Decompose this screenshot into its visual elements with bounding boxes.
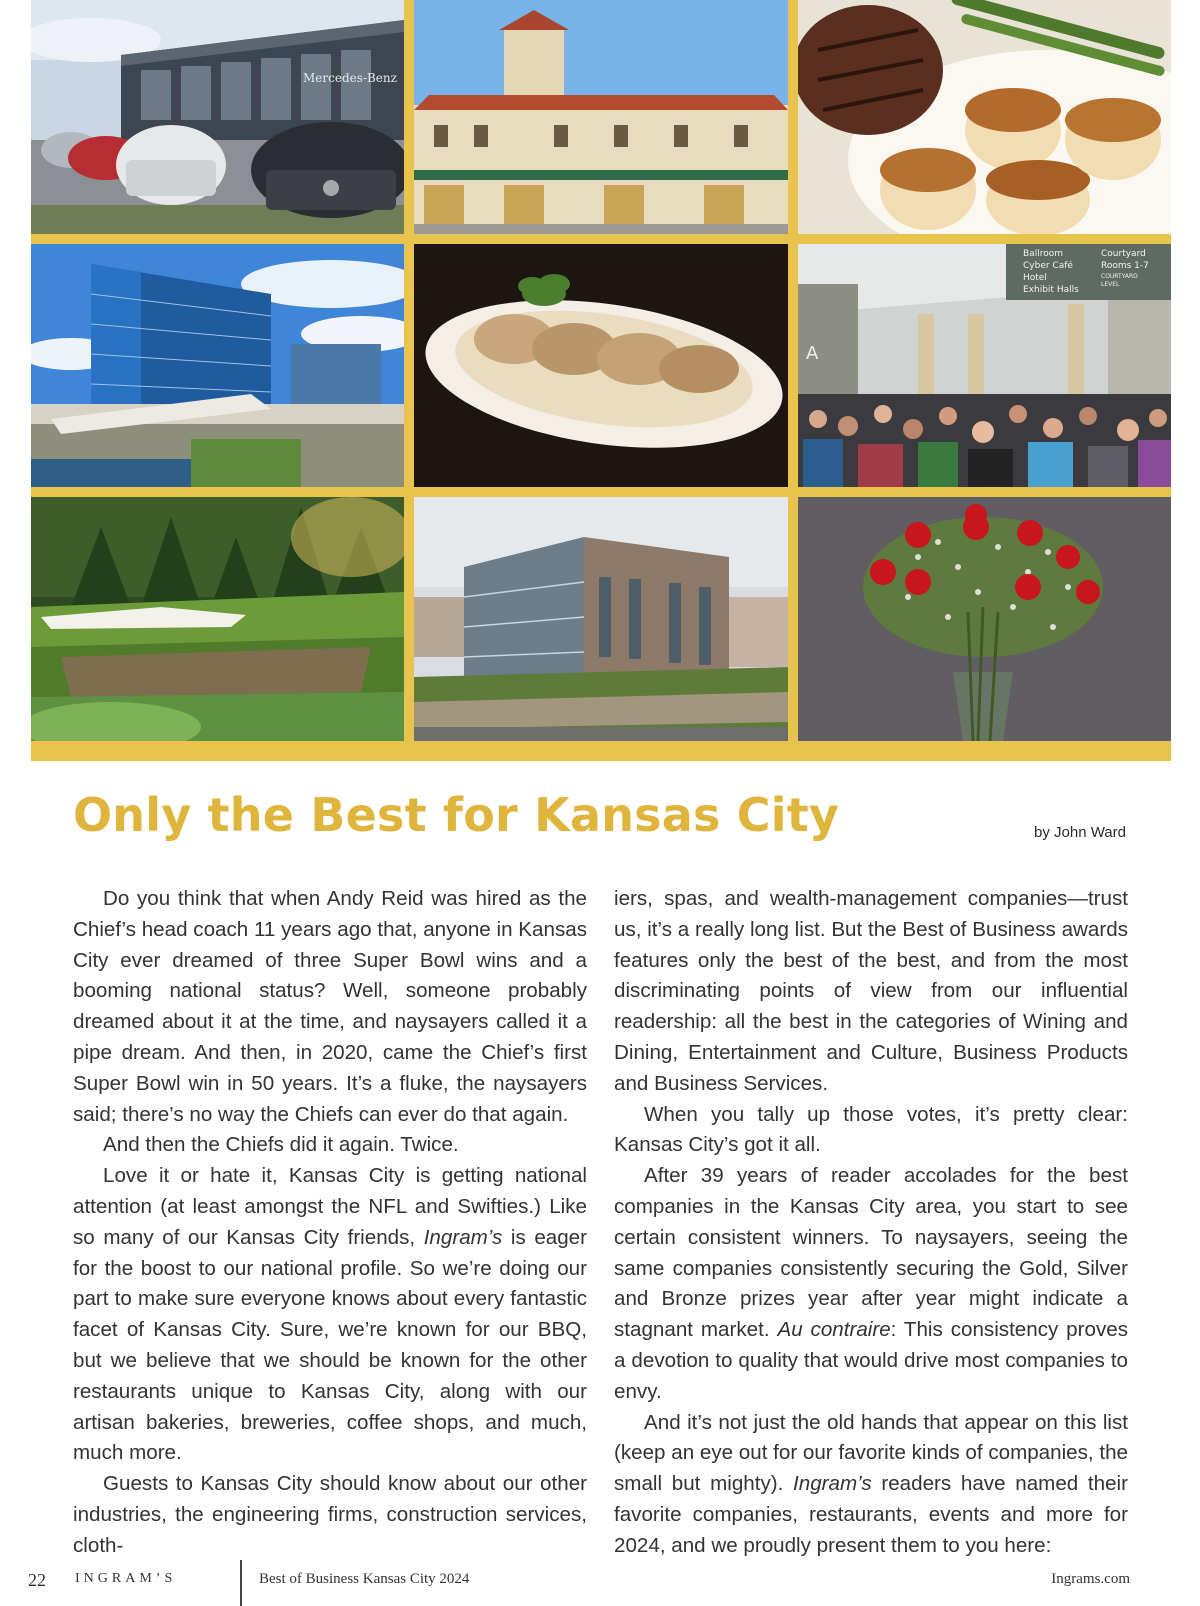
footer-divider <box>240 1560 242 1606</box>
svg-text:Rooms 1-7: Rooms 1-7 <box>1101 261 1149 271</box>
paragraph: When you tally up those votes, it’s pretty clear: Kansas City’s got it all. <box>614 1102 1128 1157</box>
paragraph-text: And it’s not just the old hands that appear on this list (keep an eye out for our favorite kinds of companies, the small but mighty). <box>614 1410 1128 1496</box>
svg-text:Cyber Café: Cyber Café <box>1023 261 1073 271</box>
paragraph <box>73 1161 587 1469</box>
paragraph-text: After 39 years of reader accolades for the best companies in the Kansas City area, you start to see certain consistent winners. To naysayers, seeing the same companies consistently securing the Gold, Silver and Bronze prizes year after year might indicate a stagnant market. <box>614 1164 1128 1342</box>
article-column-left <box>73 884 587 1562</box>
red-roses-bouquet-photo <box>798 497 1171 741</box>
page-number: 22 <box>28 1570 46 1590</box>
historic-hotel-photo <box>414 0 788 234</box>
photo-grid <box>31 0 1171 761</box>
svg-text:LEVEL: LEVEL <box>1101 281 1120 288</box>
svg-text:Exhibit Halls: Exhibit Halls <box>1023 285 1079 295</box>
svg-text:Courtyard: Courtyard <box>1101 249 1146 259</box>
svg-text:Hotel: Hotel <box>1023 273 1047 283</box>
publication-name: INGRAM’S <box>75 1571 177 1586</box>
modern-office-building-photo <box>414 497 788 741</box>
section-name: Best of Business Kansas City 2024 <box>259 1571 470 1587</box>
publication-name: Ingram’s <box>423 1225 503 1249</box>
car-dealership-photo <box>31 0 404 234</box>
svg-text:Mercedes-Benz: Mercedes-Benz <box>303 71 397 85</box>
paragraph-text: : This consistency proves a devotion to quality that would drive most companies to envy. <box>614 1318 1128 1403</box>
steak-and-scallops-photo <box>798 0 1171 234</box>
paragraph-text: is eager for the boost to our national profile. So we’re doing our part to make sure everyone knows about every fantastic facet of Kansas City. Sure, we’re known for our BBQ, but we believe that we should be known for the other restaurants unique to Kansas City, along with our artisan bakeries, breweries, coffee shops, and much, much more. <box>73 1225 587 1465</box>
website-link[interactable]: Ingrams.com <box>1051 1571 1130 1587</box>
paragraph <box>614 1161 1128 1407</box>
publication-name: Ingram’s <box>793 1472 872 1496</box>
byline: by John Ward <box>1034 824 1126 841</box>
article-column-right <box>614 884 1128 1562</box>
paragraph <box>614 1408 1128 1562</box>
pasta-dish-photo <box>414 244 788 487</box>
paragraph: Do you think that when Andy Reid was hired as the Chief’s head coach 11 years ago that, anyone in Kansas City ever dreamed of three Super Bowl wins and a booming national status? Well, someone probably dreamed about it at the time, and naysayers called it a pipe dream. And then, in 2020, came the Chief’s first Super Bowl win in 50 years. It’s a fluke, the naysayers said; there’s no way the Chiefs can ever do that again. <box>73 887 587 1126</box>
paragraph-text: readers have named their favorite companies, restaurants, events and more for 2024, and we proudly present them to you here: <box>614 1472 1128 1557</box>
svg-text:COURTYARD: COURTYARD <box>1101 273 1138 280</box>
convention-hall-crowd-photo <box>798 244 1171 487</box>
article-title: Only the Best for Kansas City <box>73 788 840 842</box>
paragraph: Guests to Kansas City should know about our other industries, the engineering firms, construction services, cloth- <box>73 1472 587 1557</box>
paragraph-text: Love it or hate it, Kansas City is getting national attention (at least amongst the NFL and Swifties.) Like so many of our Kansas City friends, <box>73 1164 587 1249</box>
emphasis: Au contraire <box>777 1318 891 1342</box>
medical-center-tower-photo <box>31 244 404 487</box>
svg-text:Ballroom: Ballroom <box>1023 249 1063 259</box>
page-footer <box>0 1556 1200 1606</box>
golf-course-photo <box>31 497 404 741</box>
paragraph: iers, spas, and wealth-management companies—trust us, it’s a really long list. But the Best of Business awards features only the best of the best, and from the most discriminating points of view from our influential readership: all the best in the categories of Wining and Dining, Entertainment and Culture, Business Products and Business Services. <box>614 887 1128 1095</box>
svg-text:A: A <box>806 343 819 364</box>
paragraph: And then the Chiefs did it again. Twice. <box>103 1133 459 1157</box>
